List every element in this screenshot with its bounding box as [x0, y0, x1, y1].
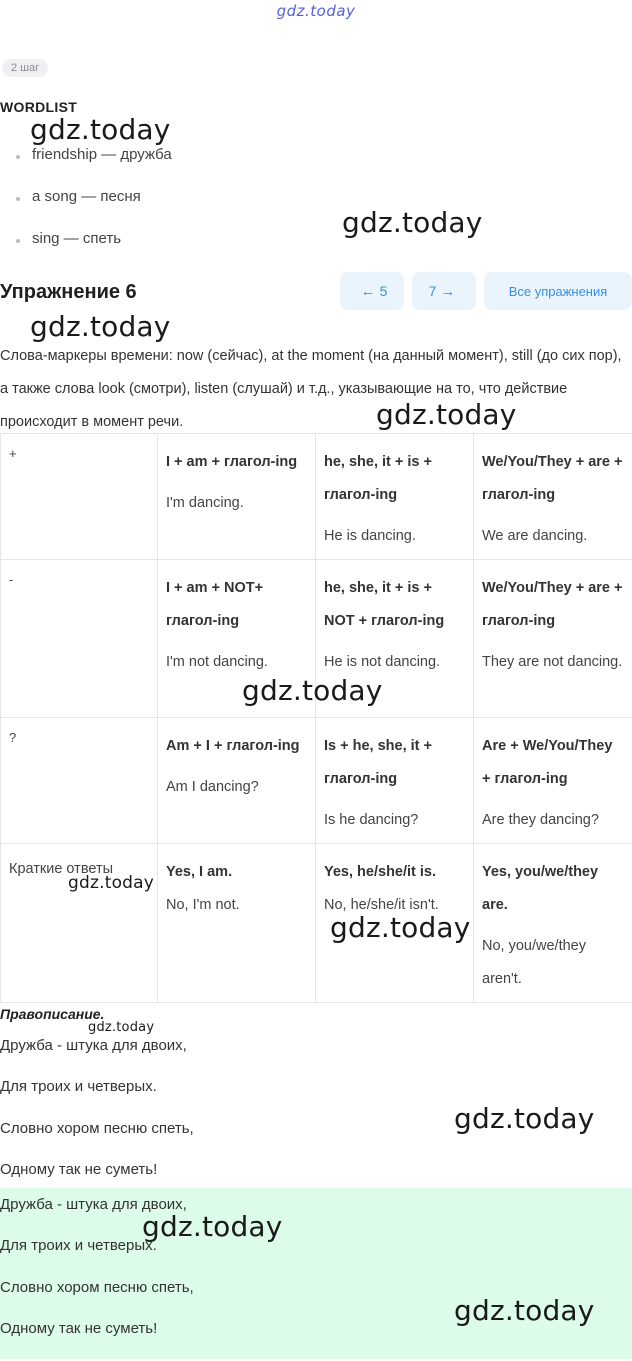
table-cell: he, she, it + is + NOT + глагол-ing He is not dancing. [316, 560, 474, 718]
arrow-right-icon: → [440, 283, 455, 300]
list-item: a song — песня [0, 188, 172, 230]
step-badge: 2 шаг [2, 59, 48, 77]
wordlist [0, 146, 172, 272]
watermark: gdz.today [342, 206, 483, 239]
bullet-icon [16, 239, 20, 243]
site-logo[interactable]: gdz.today [0, 2, 632, 20]
row-sign: - [1, 560, 158, 718]
table-cell: Are + We/You/They + глагол-ing Are they dancing? [474, 718, 632, 844]
poem-line: Словно хором песню спеть, [0, 1120, 194, 1161]
grammar-table [0, 433, 632, 1003]
watermark: gdz.today [454, 1294, 595, 1327]
poem-line: Для троих и четверых. [0, 1078, 194, 1119]
watermark: gdz.today [454, 1102, 595, 1135]
row-sign: ? [1, 718, 158, 844]
bullet-icon [16, 197, 20, 201]
arrow-left-icon: ← [361, 283, 376, 300]
watermark: gdz.today [330, 911, 471, 944]
table-cell: We/You/They + are + глагол-ing We are dancing. [474, 434, 632, 560]
table-row [1, 434, 632, 560]
table-row [1, 844, 632, 1003]
watermark: gdz.today [30, 310, 171, 343]
poem-line: Одному так не суметь! [0, 1320, 194, 1361]
table-cell: Yes, I am. No, I'm not. [158, 844, 316, 1003]
table-cell: Yes, you/we/they are. No, you/we/they aren't. [474, 844, 632, 1003]
table-cell: Yes, he/she/it is. No, he/she/it isn't. [316, 844, 474, 1003]
poem-line: Дружба - штука для двоих, [0, 1196, 194, 1237]
table-row [1, 718, 632, 844]
watermark: gdz.today [68, 873, 154, 893]
exercise-title: Упражнение 6 [0, 281, 137, 304]
poem-line: Словно хором песню спеть, [0, 1279, 194, 1320]
list-item: sing — спеть [0, 230, 172, 272]
prev-exercise-label: 5 [380, 283, 388, 299]
next-exercise-label: 7 [429, 283, 437, 299]
watermark: gdz.today [88, 1020, 154, 1035]
table-cell: he, she, it + is + глагол-ing He is dancing. [316, 434, 474, 560]
prev-exercise-button[interactable] [340, 272, 404, 310]
table-cell: We/You/They + are + глагол-ing They are not dancing. [474, 560, 632, 718]
table-cell: Am + I + глагол-ing Am I dancing? [158, 718, 316, 844]
spelling-label: Правописание. [0, 1006, 104, 1022]
table-cell: I + am + NOT+ глагол-ing I'm not dancing. [158, 560, 316, 718]
table-cell: I + am + глагол-ing I'm dancing. [158, 434, 316, 560]
wordlist-title: WORDLIST [0, 99, 77, 115]
row-sign: Краткие ответы [1, 844, 158, 1003]
watermark: gdz.today [376, 398, 517, 431]
poem-line: Одному так не суметь! [0, 1161, 194, 1202]
poem-line: Дружба - штука для двоих, [0, 1037, 194, 1078]
watermark: gdz.today [242, 674, 383, 707]
poem-line: Для троих и четверых. [0, 1237, 194, 1278]
table-cell: Is + he, she, it + глагол-ing Is he dancing? [316, 718, 474, 844]
bullet-icon [16, 155, 20, 159]
watermark: gdz.today [30, 113, 171, 146]
all-exercises-button[interactable]: Все упражнения [484, 272, 632, 310]
watermark: gdz.today [142, 1210, 283, 1243]
poem [0, 1037, 194, 1202]
next-exercise-button[interactable] [412, 272, 476, 310]
list-item: friendship — дружба [0, 146, 172, 188]
row-sign: + [1, 434, 158, 560]
intro-text: Слова-маркеры времени: now (сейчас), at the moment (на данный момент), still (до сих пор), а также слова look (смотри), listen (слушай) и т.д., указывающие на то, что действие происходит в момент речи. [0, 340, 632, 439]
